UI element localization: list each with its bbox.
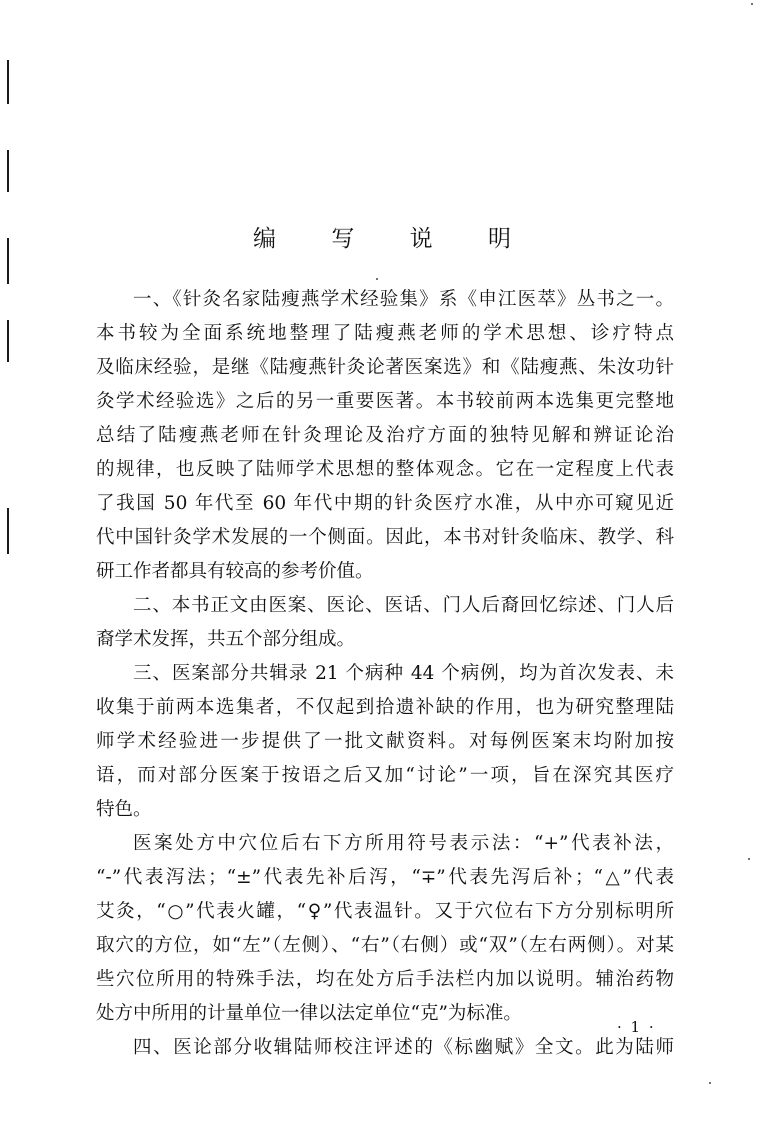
text-line: 研工作者都具有较高的参考价值。 [96,561,374,582]
page-number: · 1 · [617,1018,656,1036]
text-line: 四、医论部分收辑陆师校注评述的《标幽赋》全文。此为陆师 [133,1037,674,1058]
paragraph-2 [96,589,674,657]
text-line: 师学术经验进一步提供了一批文献资料。对每例医案末均附加按 [96,731,674,752]
paragraph-1 [96,283,674,589]
text-line: 灸学术经验选》之后的另一重要医著。本书较前两本选集更完整地 [96,391,674,412]
paragraph-3 [96,657,674,827]
scan-edge-mark [7,150,9,192]
body-text [96,283,674,1065]
scan-edge-mark [7,320,9,362]
scan-edge-mark [7,508,9,554]
text-line: 语，而对部分医案于按语之后又加“讨论”一项，旨在深究其医疗 [96,765,674,786]
paragraph-5 [96,1031,674,1065]
text-line: 裔学术发挥，共五个部分组成。 [96,629,356,650]
text-line: 处方中所用的计量单位一律以法定单位“克”为标准。 [96,1003,522,1024]
text-line: 三、医案部分共辑录 21 个病种 44 个病例，均为首次发表、未 [133,663,674,684]
scan-speck [709,1082,711,1084]
text-line: 代中国针灸学术发展的一个侧面。因此，本书对针灸临床、教学、科 [96,527,674,548]
text-line: 总结了陆瘦燕老师在针灸理论及治疗方面的独特见解和辨证论治 [96,425,674,446]
text-line: 医案处方中穴位后右下方所用符号表示法：“+”代表补法， [133,833,674,854]
text-line: 一、《针灸名家陆瘦燕学术经验集》系《申江医萃》丛书之一。 [133,289,674,310]
text-line: 的规律，也反映了陆师学术思想的整体观念。它在一定程度上代表 [96,459,674,480]
scan-speck [376,278,378,280]
text-line: 及临床经验，是继《陆瘦燕针灸论著医案选》和《陆瘦燕、朱汝功针 [96,357,674,378]
scan-speck [751,3,753,5]
page-title: 编 写 说 明 [253,226,535,253]
text-line: 二、本书正文由医案、医论、医话、门人后裔回忆综述、门人后 [133,595,674,616]
text-line: 了我国 50 年代至 60 年代中期的针灸医疗水准，从中亦可窥见近 [96,493,674,514]
scan-speck [748,858,750,860]
text-line: 取穴的方位，如“左”（左侧）、“右”（右侧）或“双”（左右两侧）。对某 [96,935,674,956]
scan-edge-mark [7,60,9,104]
text-line: 本书较为全面系统地整理了陆瘦燕老师的学术思想、诊疗特点 [96,323,674,344]
text-line: 收集于前两本选集者，不仅起到拾遗补缺的作用，也为研究整理陆 [96,697,674,718]
text-line: 艾灸，“○”代表火罐，“♀”代表温针。又于穴位右下方分别标明所 [96,901,674,922]
paragraph-4 [96,827,674,1031]
text-line: “-”代表泻法；“±”代表先补后泻，“∓”代表先泻后补；“△”代表 [96,867,674,888]
text-line: 些穴位所用的特殊手法，均在处方后手法栏内加以说明。辅治药物 [96,969,674,990]
text-line: 特色。 [96,799,152,820]
